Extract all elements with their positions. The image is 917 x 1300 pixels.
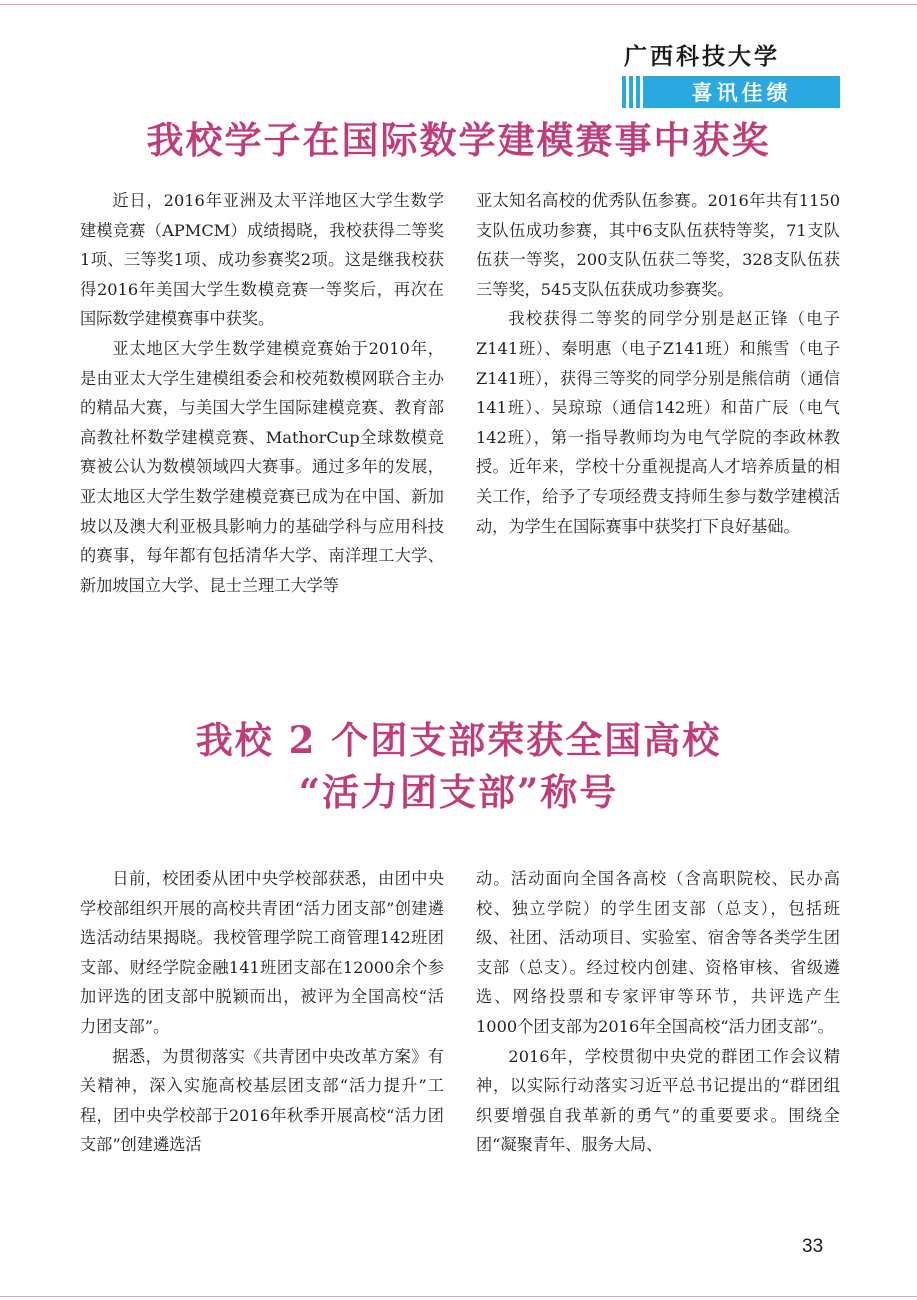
article2-title-line1: 我校 2 个团支部荣获全国高校 [195, 718, 722, 762]
top-rule [0, 4, 917, 5]
article2-paragraph: 据悉，为贯彻落实《共青团中央改革方案》有关精神，深入实施高校基层团支部“活力提升”工程，团中央学校部于2016年秋季开展高校“活力团支部”创建遴选活 [80, 1046, 444, 1155]
article2-paragraph: 日前，校团委从团中央学校部获悉，由团中央学校部组织开展的高校共青团“活力团支部”创建遴选活动结果揭晓。我校管理学院工商管理142班团支部、财经学院金融141班团支部在12000余个参加评选的团支部中脱颖而出，被评为全国高校“活力团支部”。 [80, 869, 444, 1036]
article2-title-line2: “活力团支部”称号 [298, 770, 619, 814]
bottom-rule [0, 1296, 917, 1297]
article1-left-column [80, 186, 444, 600]
section-stripe [629, 76, 633, 108]
section-bar [622, 76, 840, 108]
article1-paragraph: 近日，2016年亚洲及太平洋地区大学生数学建模竞赛（APMCM）成绩揭晓，我校获得二等奖1项、三等奖1项、成功参赛奖2项。这是继我校获得2016年美国大学生数模竞赛一等奖后，再次在国际数学建模赛事中获奖。 [80, 191, 444, 329]
article2-paragraph-continued: 动。活动面向全国各高校（含高职院校、民办高校、独立学院）的学生团支部（总支），包括班级、社团、活动项目、实验室、宿舍等各类学生团支部（总支）。经过校内创建、资格审核、省级遴选、网络投票和专家评审等环节，共评选产生1000个团支部为2016年全国高校“活力团支部”。 [476, 869, 840, 1036]
article2-title [0, 714, 917, 818]
section-stripe [636, 76, 640, 108]
article2-right-column [476, 864, 840, 1160]
masthead [622, 44, 840, 108]
article1-paragraph-continued: 亚太知名高校的优秀队伍参赛。2016年共有1150支队伍成功参赛，其中6支队伍获特等奖，71支队伍获一等奖，200支队伍获二等奖，328支队伍获三等奖，545支队伍获成功参赛奖。 [476, 191, 840, 299]
article1-paragraph: 我校获得二等奖的同学分别是赵正锋（电子Z141班）、秦明惠（电子Z141班）和熊雪（电子Z141班），获得三等奖的同学分别是熊信萌（通信141班）、吴琼琼（通信142班）和苗广辰（电气142班），第一指导教师均为电气学院的李政林教授。近年来，学校十分重视提高人才培养质量的相关工作，给予了专项经费支持师生参与数学建模活动，为学生在国际赛事中获奖打下良好基础。 [476, 309, 840, 536]
article1-right-column [476, 186, 840, 541]
article2-left-column [80, 864, 444, 1160]
university-name: 广西科技大学 [624, 44, 780, 70]
article1-paragraph: 亚太地区大学生数学建模竞赛始于2010年，是由亚太大学生建模组委会和校苑数模网联合主办的精品大赛，与美国大学生国际建模竞赛、教育部高教社杯数学建模竞赛、MathorCup全球数模竞赛被公认为数模领域四大赛事。通过多年的发展，亚太地区大学生数学建模竞赛已成为在中国、新加坡以及澳大利亚极具影响力的基础学科与应用科技的赛事，每年都有包括清华大学、南洋理工大学、新加坡国立大学、昆士兰理工大学等 [80, 338, 444, 595]
article1-title: 我校学子在国际数学建模赛事中获奖 [146, 118, 771, 162]
section-stripe [622, 76, 626, 108]
section-label: 喜讯佳绩 [643, 76, 840, 108]
article2-paragraph: 2016年，学校贯彻中央党的群团工作会议精神，以实际行动落实习近平总书记提出的“群团组织要增强自我革新的勇气”的重要要求。围绕全团“凝聚青年、服务大局、 [476, 1046, 840, 1155]
page-number: 33 [802, 1236, 824, 1257]
